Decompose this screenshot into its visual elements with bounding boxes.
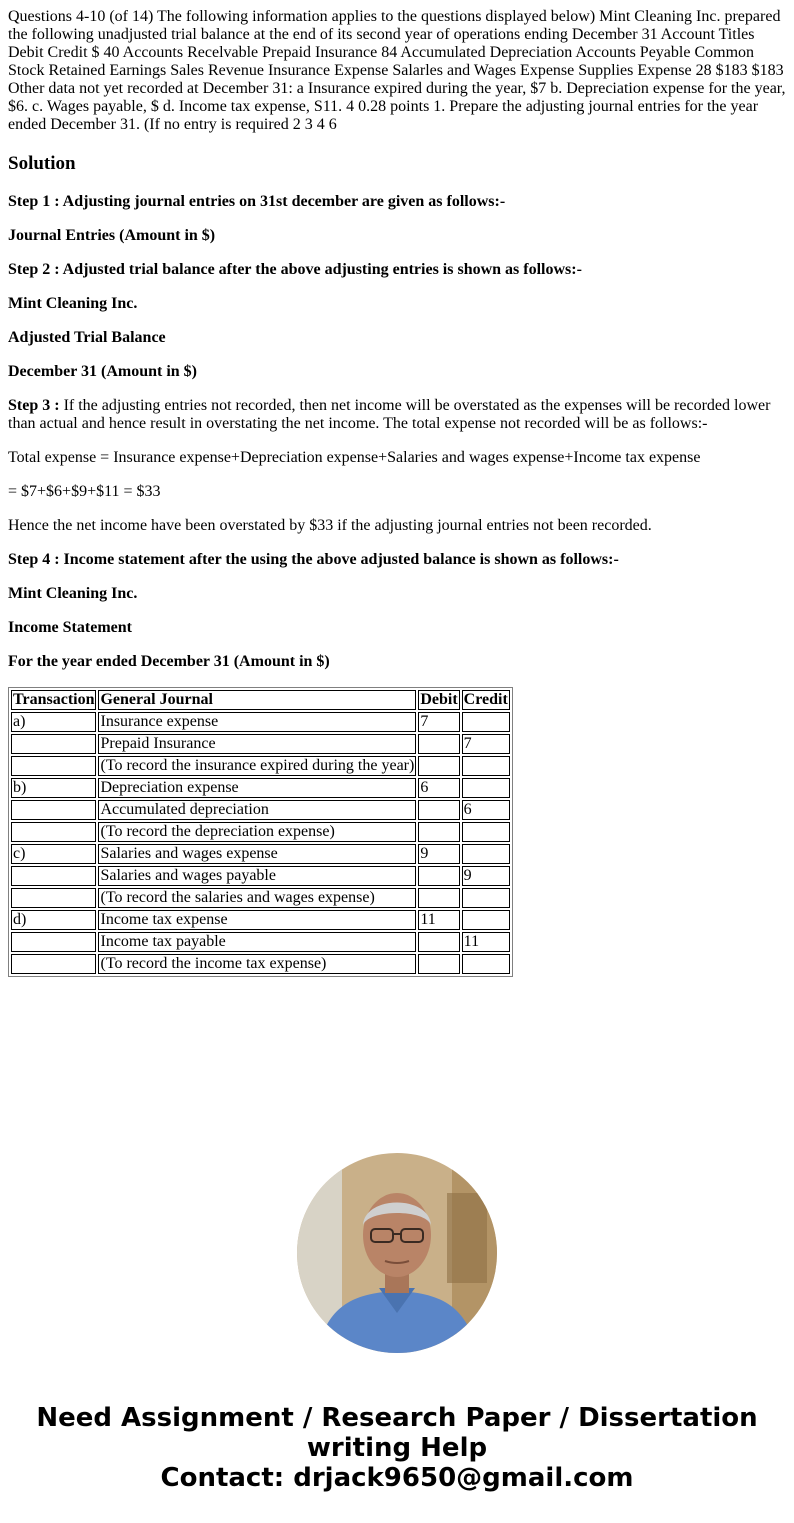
cell-debit [418,954,459,974]
table-row [11,910,510,930]
cell-debit [418,932,459,952]
cell-transaction [11,866,96,886]
step2-heading [8,261,788,279]
cell-credit [462,778,510,798]
cell-debit [418,822,459,842]
conclusion-text: Hence the net income have been overstated by $33 if the adjusting journal entries not been recorded. [8,517,652,534]
cell-transaction [11,756,96,776]
cell-debit [418,734,459,754]
header-transaction: Transaction [13,691,95,708]
cell-transaction [11,734,96,754]
document-body [8,8,788,977]
cell-general-journal: Prepaid Insurance [98,734,416,754]
table-row [11,712,510,732]
atb-title-text: Adjusted Trial Balance [8,329,166,346]
cell-credit: 6 [462,800,510,820]
table-row [11,888,510,908]
cell-transaction: b) [11,778,96,798]
atb-date-text: December 31 (Amount in $) [8,363,198,380]
header-debit: Debit [420,691,458,708]
cell-general-journal: Income tax expense [98,910,416,930]
cell-general-journal: Income tax payable [98,932,416,952]
journal-table [8,687,513,977]
income-statement-title-text: Income Statement [8,619,132,636]
cell-general-journal: Depreciation expense [98,778,416,798]
company-name-1-text: Mint Cleaning Inc. [8,295,138,312]
atb-title [8,329,788,347]
cell-general-journal: (To record the salaries and wages expense) [98,888,416,908]
cell-general-journal: (To record the depreciation expense) [98,822,416,842]
cell-credit: 7 [462,734,510,754]
cell-transaction [11,932,96,952]
journal-title-text: Journal Entries (Amount in $) [8,227,216,244]
step4-text: Step 4 : Income statement after the using the above adjusted balance is shown as follows:- [8,551,619,568]
cell-transaction [11,800,96,820]
table-row [11,734,510,754]
cell-credit [462,844,510,864]
cell-general-journal: Salaries and wages expense [98,844,416,864]
step3-label: Step 3 : [8,397,60,414]
cell-debit: 7 [418,712,459,732]
cell-debit: 6 [418,778,459,798]
cell-general-journal: (To record the income tax expense) [98,954,416,974]
formula-line-1: Total expense = Insurance expense+Depreciation expense+Salaries and wages expense+Income tax expense [8,449,701,466]
footer-line-1: Need Assignment / Research Paper / Dissertation [36,1403,758,1433]
table-header-row [11,690,510,710]
step1-text: Step 1 : Adjusting journal entries on 31st december are given as follows:- [8,193,506,210]
author-portrait-image [297,1153,497,1353]
cell-credit: 9 [462,866,510,886]
step3-text: If the adjusting entries not recorded, then net income will be overstated as the expenses will be recorded lower than actual and hence result in overstating the net income. The total expense not recorded will be as follows:- [8,397,771,432]
table-row [11,822,510,842]
cell-transaction [11,954,96,974]
cell-debit: 11 [418,910,459,930]
cell-credit [462,822,510,842]
income-statement-title [8,619,788,637]
cell-transaction: c) [11,844,96,864]
table-row [11,866,510,886]
cell-transaction: d) [11,910,96,930]
cell-credit [462,756,510,776]
cell-general-journal: Salaries and wages payable [98,866,416,886]
cell-credit [462,954,510,974]
footer-contact [0,1403,794,1493]
author-avatar [297,1153,497,1353]
table-row [11,778,510,798]
table-row [11,756,510,776]
footer-line-2: writing Help [306,1433,488,1463]
cell-debit [418,800,459,820]
step4-heading [8,551,788,569]
cell-general-journal: Insurance expense [98,712,416,732]
cell-general-journal: Accumulated depreciation [98,800,416,820]
table-row [11,844,510,864]
company-name-2 [8,585,788,603]
table-row [11,800,510,820]
footer-line-3: Contact: drjack9650@gmail.com [160,1463,634,1493]
atb-date [8,363,788,381]
income-statement-period [8,653,788,671]
company-name-2-text: Mint Cleaning Inc. [8,585,138,602]
cell-transaction [11,822,96,842]
question-text: Questions 4-10 (of 14) The following information applies to the questions displayed below) Mint Cleaning Inc. prepared the following unadjusted trial balance at the end of its second year of operations ending December 31 Account Titles Debit Credit $ 40 Accounts Recelvable Prepaid Insurance 84 Accumulated Depreciation Accounts Peyable Common Stock Retained Earnings Sales Revenue Insurance Expense Salarles and Wages Expense Supplies Expense 28 $183 $183 Other data not yet recorded at December 31: a Insurance expired during the year, $7 b. Depreciation expense for the year, $6. c. Wages payable, $ d. Income tax expense, S11. 4 0.28 points 1. Prepare the adjusting journal entries for the year ended December 31. (If no entry is required 2 3 4 6 [8,8,786,133]
cell-credit [462,888,510,908]
table-row [11,954,510,974]
cell-debit [418,888,459,908]
cell-debit: 9 [418,844,459,864]
header-credit: Credit [463,691,508,708]
step3-paragraph [8,397,788,433]
table-row [11,932,510,952]
step2-text: Step 2 : Adjusted trial balance after the above adjusting entries is shown as follows:- [8,261,582,278]
cell-credit [462,712,510,732]
income-statement-period-text: For the year ended December 31 (Amount in $) [8,653,330,670]
solution-heading: Solution [8,153,76,174]
cell-transaction [11,888,96,908]
cell-credit: 11 [462,932,510,952]
header-general-journal: General Journal [98,690,416,710]
cell-debit [418,866,459,886]
journal-table-body [11,712,510,974]
company-name-1 [8,295,788,313]
cell-debit [418,756,459,776]
cell-credit [462,910,510,930]
journal-title [8,227,788,245]
step1-heading [8,193,788,211]
formula-line-2: = $7+$6+$9+$11 = $33 [8,483,161,500]
cell-transaction: a) [11,712,96,732]
cell-general-journal: (To record the insurance expired during the year) [100,757,415,774]
